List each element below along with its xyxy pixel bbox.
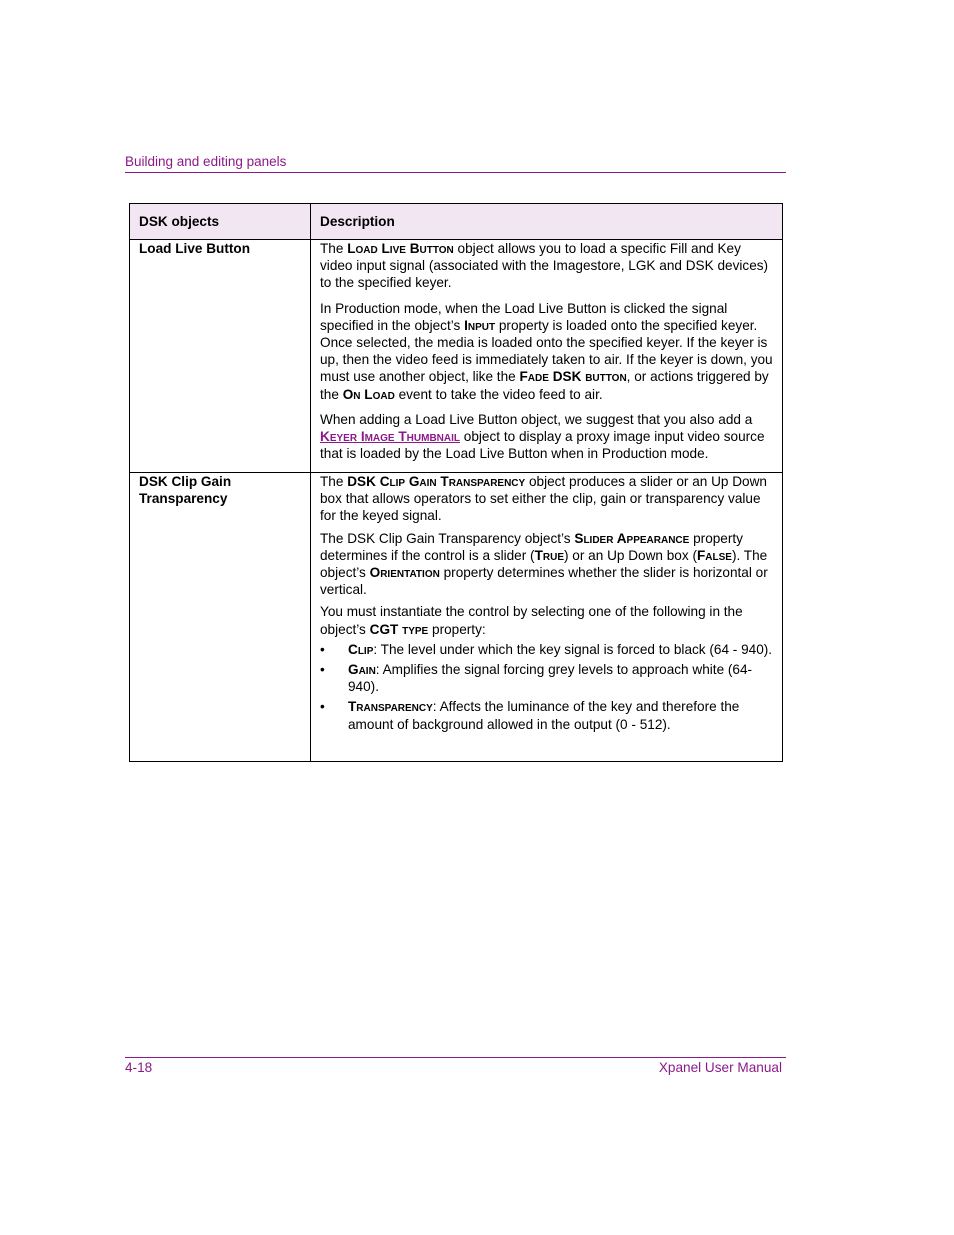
text-span: When adding a Load Live Button object, we suggest that you also add a: [320, 411, 753, 427]
description-paragraph: [320, 603, 774, 637]
list-item: [320, 698, 774, 732]
text-span: property is loaded onto the specified keyer. Once selected, the media is loaded onto the specified keyer. If the keyer is up, then the video feed is immediately taken to air. If the keyer is down, you must use another object, like the: [320, 317, 773, 385]
description-paragraph: [320, 411, 774, 463]
description-paragraph: [320, 240, 774, 292]
manual-title: Xpanel User Manual: [658, 1060, 782, 1075]
property-term: Load Live Button: [347, 241, 454, 256]
header-divider: [125, 172, 786, 173]
bold-term: CGT: [369, 621, 403, 637]
footer-divider: [125, 1057, 786, 1058]
text-span: : The level under which the key signal is forced to black (64 - 940).: [373, 641, 773, 657]
text-span: object produces a slider or an Up Down box that allows operators to set either the clip, gain or transparency value for the keyed signal.: [320, 474, 767, 524]
text-span: You must instantiate the control by selecting one of the following in the object’s: [320, 604, 743, 637]
dsk-objects-table: [129, 203, 783, 762]
property-term: Orientation: [369, 565, 440, 581]
keyer-image-thumbnail-link[interactable]: Keyer Image Thumbnail: [320, 429, 461, 445]
text-span: The: [320, 241, 348, 256]
property-term: On Load: [342, 386, 395, 402]
column-header-objects: DSK objects: [130, 204, 311, 240]
property-term: Gain: [348, 662, 376, 678]
text-span: property determines whether the slider is horizontal or vertical.: [320, 565, 768, 598]
description-paragraph: [320, 300, 774, 403]
bold-term: DSK: [548, 369, 586, 385]
text-span: ) or an Up Down box (: [564, 547, 697, 563]
text-span: ). The object’s: [320, 547, 768, 581]
table-header-row: [130, 204, 783, 240]
bullet-icon: •: [320, 641, 325, 657]
text-span: event to take the video feed to air.: [394, 386, 603, 402]
list-item: [320, 641, 774, 658]
bullet-icon: •: [320, 699, 325, 715]
bullet-icon: •: [320, 662, 325, 678]
property-term: True: [534, 547, 564, 563]
description-paragraph: [320, 473, 774, 525]
column-header-description: Description: [311, 204, 783, 240]
description-cell: [311, 240, 783, 473]
property-term: Clip Gain Transparency: [379, 474, 526, 489]
table-row: [130, 473, 783, 762]
bold-term: DSK: [347, 474, 380, 489]
page-number: 4-18: [125, 1060, 153, 1075]
text-span: : Amplifies the signal forcing grey levels to approach white (64- 940).: [348, 662, 753, 695]
property-term: button: [585, 369, 627, 385]
text-span: In Production mode, when the Load Live Button is clicked the signal specified in the object’s: [320, 300, 728, 333]
list-item: [320, 661, 774, 695]
text-span: property determines if the control is a slider (: [320, 530, 743, 563]
text-span: The DSK Clip Gain Transparency object’s: [320, 530, 575, 546]
table-row: [130, 240, 783, 473]
object-name: Load Live Button: [139, 241, 251, 256]
property-term: Transparency: [348, 699, 433, 715]
property-term: Input: [464, 317, 496, 333]
cgt-type-list: [320, 641, 774, 733]
text-span: object to display a proxy image input video source that is loaded by the Load Live Button when in Production mode.: [320, 429, 765, 462]
text-span: object allows you to load a specific Fill and Key video input signal (associated with the Imagestore, LGK and DSK devices) to the specified keyer.: [320, 241, 769, 291]
object-name: DSK Clip Gain Transparency: [139, 474, 232, 507]
property-term: False: [696, 547, 732, 563]
property-term: Fade: [519, 369, 549, 385]
text-span: The: [320, 474, 348, 489]
property-term: Slider Appearance: [574, 530, 690, 546]
object-name-cell: [130, 240, 311, 473]
property-term: Clip: [348, 641, 374, 657]
running-header: Building and editing panels: [125, 154, 287, 169]
description-paragraph: [320, 530, 774, 599]
text-span: : Affects the luminance of the key and therefore the amount of background allowed in the output (0 - 512).: [348, 699, 740, 732]
object-name-cell: [130, 473, 311, 762]
description-cell: [311, 473, 783, 762]
text-span: , or actions triggered by the: [320, 369, 769, 402]
property-term: type: [402, 621, 429, 637]
text-span: property:: [428, 621, 486, 637]
